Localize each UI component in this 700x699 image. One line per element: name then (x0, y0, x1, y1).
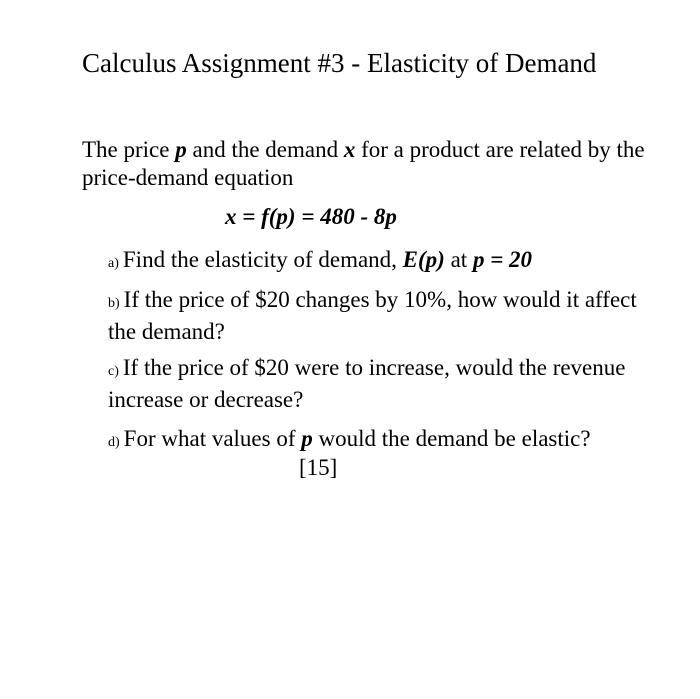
question-d (108, 425, 668, 457)
question-b (108, 286, 668, 346)
question-d-text-1: For what values of (123, 426, 302, 451)
question-c-text: If the price of $20 were to increase, would the revenue increase or decrease? (108, 355, 626, 412)
intro-text-1: The price (82, 137, 176, 162)
problem-statement (82, 136, 662, 192)
question-d-label: d) (108, 435, 120, 450)
question-b-label: b) (108, 296, 120, 311)
question-a (108, 246, 668, 278)
question-a-label: a) (108, 256, 119, 271)
question-a-term: E(p) (402, 247, 445, 272)
price-demand-equation: x = f(p) = 480 - 8p (225, 204, 397, 229)
question-d-text-2: would the demand be elastic? (312, 426, 591, 451)
question-d-variable-p: p (301, 426, 313, 451)
question-a-text-2: at (444, 247, 473, 272)
marks-total: [15] (299, 455, 338, 480)
question-c (108, 354, 668, 414)
question-a-condition: p = 20 (472, 247, 533, 272)
intro-text-3: for a product are related by the price-demand equation (82, 137, 645, 190)
question-c-label: c) (108, 364, 119, 379)
assignment-title: Calculus Assignment #3 - Elasticity of Demand (82, 48, 597, 78)
question-b-text: If the price of $20 changes by 10%, how would it affect the demand? (108, 287, 637, 344)
variable-p: p (175, 137, 187, 162)
variable-x: x (343, 137, 356, 162)
question-a-text-1: Find the elasticity of demand, (122, 247, 403, 272)
intro-text-2: and the demand (186, 137, 344, 162)
